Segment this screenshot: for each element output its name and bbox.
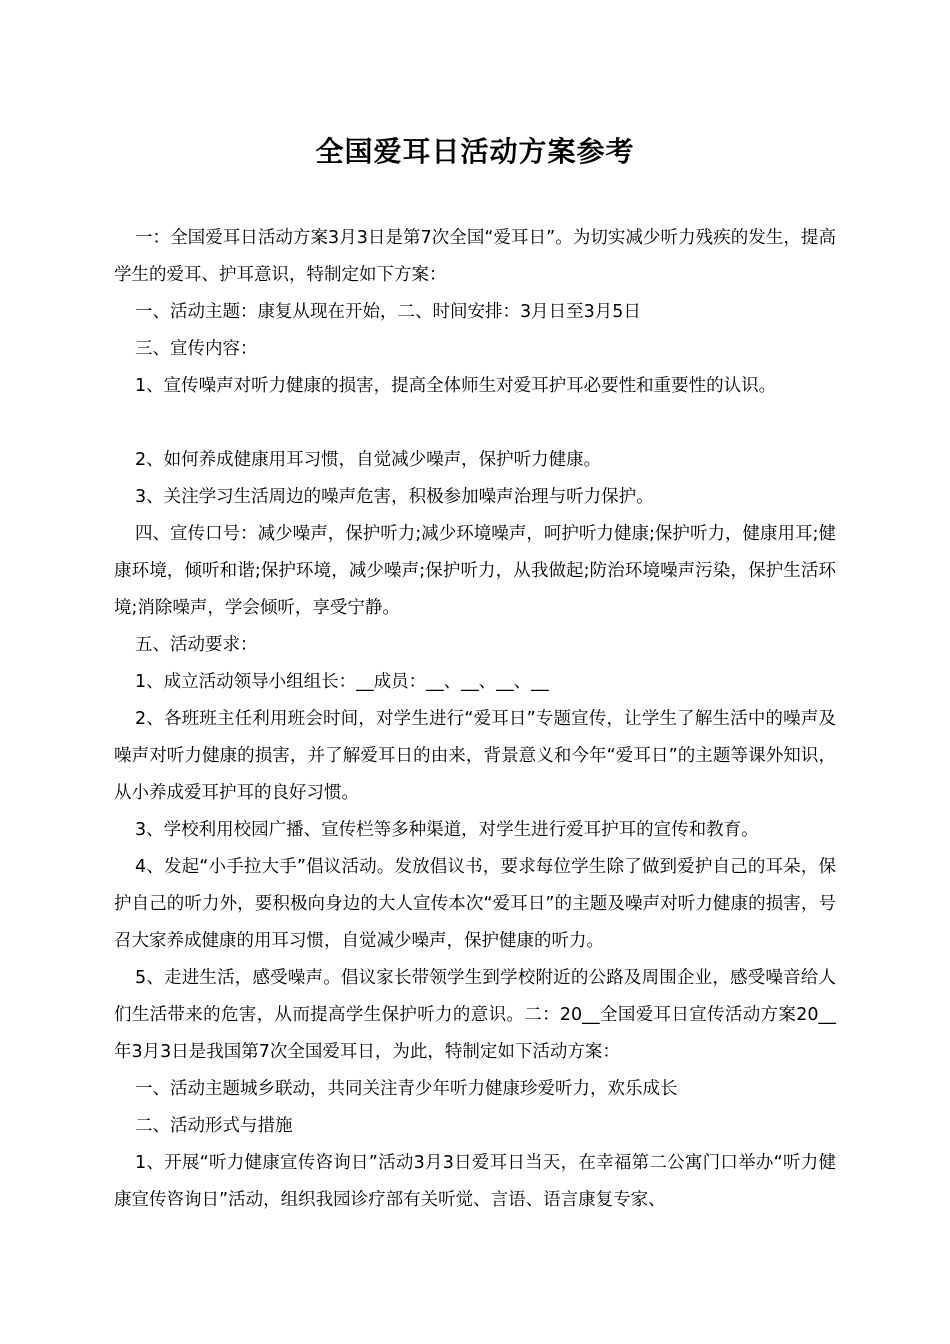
paragraph-plan2-theme: 一、活动主题城乡联动，共同关注青少年听力健康珍爱听力，欢乐成长 (135, 1079, 678, 1099)
paragraph-requirements-heading: 五、活动要求： (135, 635, 258, 655)
paragraph-requirement-4: 4、发起“小手拉大手”倡议活动。发放倡议书，要求每位学生除了做到爱护自己的耳朵，保护自己的听力外，要积极向身边的大人宣传本次“爱耳日”的主题及噪声对听力健康的损害，号召大家养成健康的用耳习惯，自觉减少噪声，保护健康的听力。 (114, 857, 836, 951)
paragraph-intro: 一：全国爱耳日活动方案3月3日是第7次全国“爱耳日”。为切实减少听力残疾的发生，提高学生的爱耳、护耳意识，特制定如下方案： (114, 228, 836, 285)
paragraph-plan2-measure-1: 1、开展“听力健康宣传咨询日”活动3月3日爱耳日当天，在幸福第二公寓门口举办“听力健康宣传咨询日”活动，组织我园诊疗部有关听觉、言语、语言康复专家、 (114, 1153, 836, 1210)
paragraph-content-2: 2、如何养成健康用耳习惯，自觉减少噪声，保护听力健康。 (135, 450, 602, 470)
paragraph-requirement-2: 2、各班班主任利用班会时间，对学生进行“爱耳日”专题宣传，让学生了解生活中的噪声及噪声对听力健康的损害，并了解爱耳日的由来，背景意义和今年“爱耳日”的主题等课外知识，从小养成爱耳护耳的良好习惯。 (114, 709, 836, 803)
paragraph-content-heading: 三、宣传内容： (135, 339, 258, 359)
paragraph-plan2-measures-heading: 二、活动形式与措施 (135, 1116, 293, 1136)
paragraph-theme-schedule: 一、活动主题：康复从现在开始，二、时间安排：3月日至3月5日 (135, 302, 641, 322)
paragraph-content-1: 1、宣传噪声对听力健康的损害，提高全体师生对爱耳护耳必要性和重要性的认识。 (135, 376, 777, 396)
paragraph-requirement-5: 5、走进生活，感受噪声。倡议家长带领学生到学校附近的公路及周围企业，感受噪音给人们生活带来的危害，从而提高学生保护听力的意识。二：20__全国爱耳日宣传活动方案20__年3月3日是我国第7次全国爱耳日，为此，特制定如下活动方案： (114, 968, 836, 1062)
document-title: 全国爱耳日活动方案参考 (315, 135, 635, 168)
paragraph-slogans: 四、宣传口号：减少噪声，保护听力;减少环境噪声，呵护听力健康;保护听力，健康用耳;健康环境，倾听和谐;保护环境，减少噪声;保护听力，从我做起;防治环境噪声污染，保护生活环境;消除噪声，学会倾听，享受宁静。 (114, 524, 836, 618)
document-body (114, 220, 836, 1219)
blank-line (114, 405, 836, 442)
paragraph-content-3: 3、关注学习生活周边的噪声危害，积极参加噪声治理与听力保护。 (135, 487, 654, 507)
paragraph-requirement-1: 1、成立活动领导小组组长：__成员：__、__、__、__ (135, 672, 549, 692)
paragraph-requirement-3: 3、学校利用校园广播、宣传栏等多种渠道，对学生进行爱耳护耳的宣传和教育。 (135, 820, 759, 840)
